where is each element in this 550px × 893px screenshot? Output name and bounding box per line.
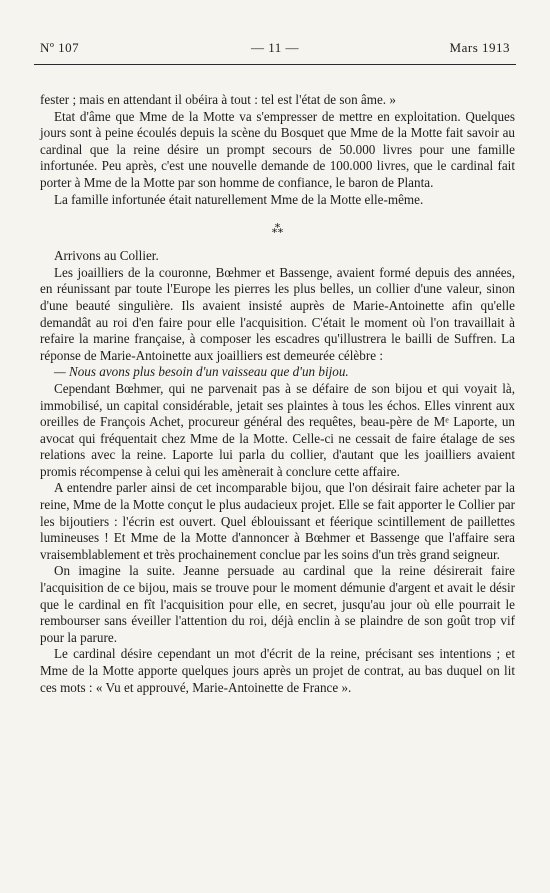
issue-date: Mars 1913 bbox=[449, 40, 510, 55]
page-number: — 11 — bbox=[250, 40, 300, 55]
section-asterism: ⁂ bbox=[271, 222, 284, 237]
paragraph: Arrivons au Collier. bbox=[54, 248, 159, 264]
article-body bbox=[40, 92, 515, 696]
paragraph: Cependant Bœhmer, qui ne parvenait pas à se défaire de son bijou et qui voyait là, immobilisé, un capital considérable, jetait ses plaintes à tous les échos. Elles vinrent aux oreilles de François Achet, procureur général des requêtes, beau-père de Mᵉ Laporte, un avocat qui fréquentait chez Mme de la Motte. Celle-ci ne cessait de faire étalage de ses relations avec la reine. Laporte lui parla du collier, d'autant que les joailliers avaient promis récompense à celui qui les amènerait à conclure cette affaire. bbox=[40, 380, 515, 479]
paragraph: On imagine la suite. Jeanne persuade au cardinal que la reine désirerait faire l'acquisition de ce bijou, mais se trouve pour le moment démunie d'argent et avait le désir que le cardinal en fît l'acquisition pour elle, en secret, jusqu'au jour où elle pourrait le rembourser sans éveiller l'attention du roi, déjà enclin à se plaindre de son goût trop vif pour la parure. bbox=[40, 563, 515, 645]
quotation: — Nous avons plus besoin d'un vaisseau que d'un bijou. bbox=[54, 364, 349, 380]
issue-number: Nº 107 bbox=[40, 40, 80, 55]
header-rule bbox=[34, 64, 516, 65]
paragraph: fester ; mais en attendant il obéira à tout : tel est l'état de son âme. » bbox=[40, 92, 396, 107]
paragraph: Les joailliers de la couronne, Bœhmer et Bassenge, avaient formé depuis des années, en réunissant par toute l'Europe les pierres les plus belles, un collier d'une valeur, sinon d'une beauté singulière. Ils avaient insisté auprès de Marie-Antoinette afin qu'elle demandât au roi d'en faire pour elle l'acquisition. C'était le moment où l'on travaillait à refaire la marine française, à composer les escadres qu'illustrera le bailli de Suffren. La réponse de Marie-Antoinette aux joailliers est demeurée célèbre : bbox=[40, 264, 515, 363]
paragraph: La famille infortunée était naturellement Mme de la Motte elle-même. bbox=[54, 191, 424, 207]
paragraph: Le cardinal désire cependant un mot d'écrit de la reine, précisant ses intentions ; et Mme de la Motte apporte quelques jours après un projet de contrat, au bas duquel on lit ces mots : « Vu et approuvé, Marie-Antoinette de France ». bbox=[40, 646, 515, 695]
paragraph: Etat d'âme que Mme de la Motte va s'empresser de mettre en exploitation. Quelques jours sont à peine écoulés depuis la scène du Bosquet que Mme de la Motte fait savoir au cardinal que la reine désire un prompt secours de 50.000 livres pour une famille infortunée. Peu après, c'est une nouvelle demande de 100.000 livres, que le cardinal fait porter à Mme de la Motte par son homme de confiance, le baron de Planta. bbox=[40, 108, 515, 190]
paragraph: A entendre parler ainsi de cet incomparable bijou, que l'on désirait faire acheter par la reine, Mme de la Motte conçut le plus audacieux projet. Elle se fait apporter le Collier par les bijoutiers : l'écrin est ouvert. Quel éblouissant et féerique scintillement de paillettes lumineuses ! Et Mme de la Motte d'annoncer à Bœhmer et Bassenge que l'affaire sera vraisemblablement et très prochainement conclue par les soins d'un très grand seigneur. bbox=[40, 480, 515, 562]
running-header bbox=[0, 40, 550, 60]
